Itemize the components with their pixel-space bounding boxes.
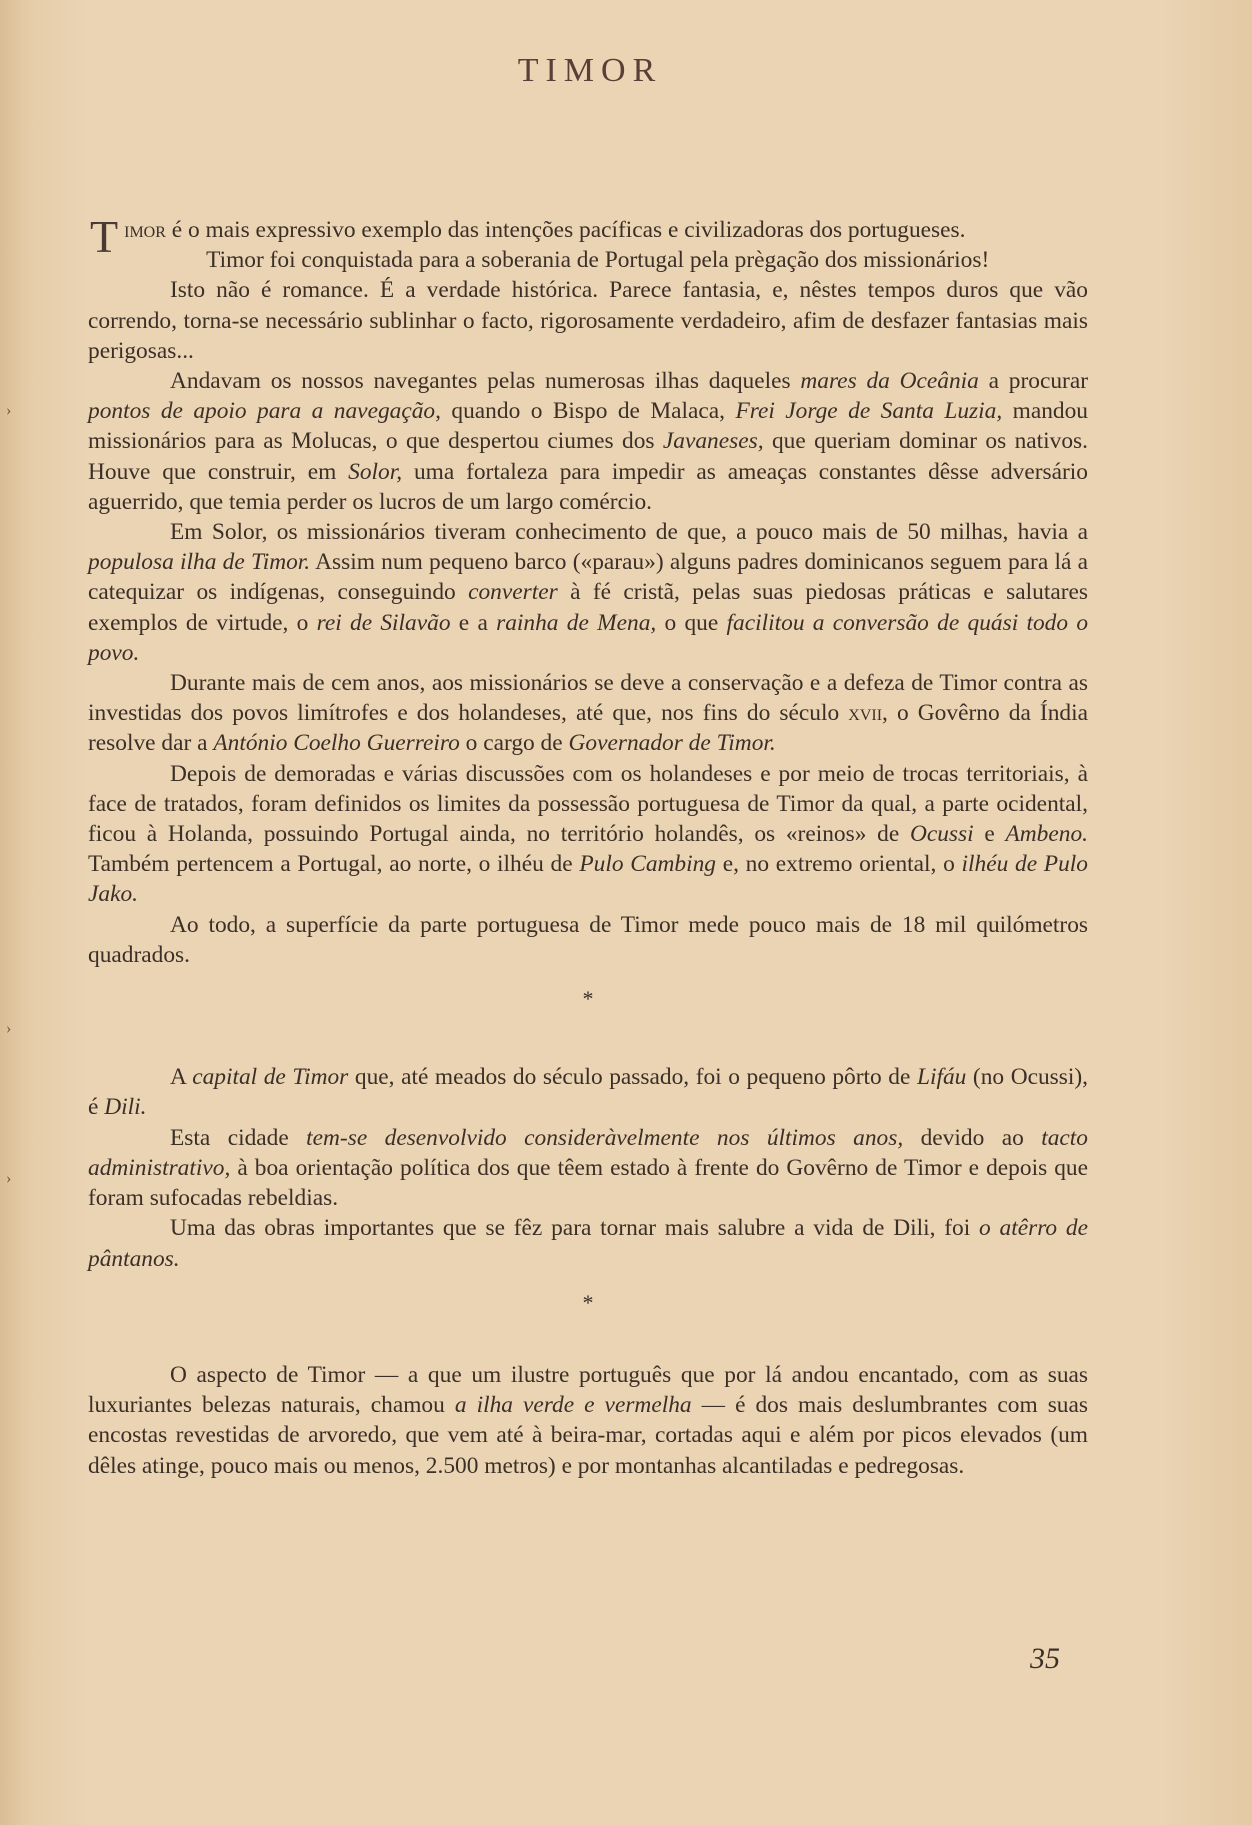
paragraph-capital: A capital de Timor que, até meados do século passado, foi o pequeno pôrto de Lifáu (no Ocussi), é Dili. bbox=[88, 1064, 1088, 1121]
page-number: 35 bbox=[1030, 1642, 1060, 1675]
section-separator: * bbox=[582, 986, 594, 1012]
paragraph-solor: Em Solor, os missionários tiveram conhecimento de que, a pouco mais de 50 milhas, havia a populosa ilha de Timor. Assim num pequeno barco («parau») alguns padres dominicanos seguem para lá a catequizar os indígenas, conseguindo converter à fé cristã, pelas suas piedosas práticas e salutares exemplos de virtude, o rei de Silavão e a rainha de Mena, o que facilitou a conversão de quási todo o povo. bbox=[88, 519, 1089, 666]
paragraph-navigators: Andavam os nossos navegantes pelas numerosas ilhas daqueles mares da Oceânia a procurar pontos de apoio para a navegação, quando o Bispo de Malaca, Frei Jorge de Santa Luzia, mandou missionários para as Molucas, o que despertou ciumes dos Javaneses, que queriam dominar os nativos. Houve que construir, em Solor, uma fortaleza para impedir as ameaças constantes dêsse adversário aguerrido, que temia perder os lucros de um largo comércio. bbox=[88, 368, 1089, 515]
paragraph-area: Ao todo, a superfície da parte portuguesa de Timor mede pouco mais de 18 mil quilómetros quadrados. bbox=[88, 911, 1088, 968]
margin-mark: › bbox=[6, 1020, 12, 1037]
margin-mark: › bbox=[6, 1170, 12, 1187]
paragraph-borders: Depois de demoradas e várias discussões com os holandeses e por meio de trocas territoriais, à face de tratados, foram definidos os limites da possessão portuguesa de Timor da qual, a parte ocidental, ficou à Holanda, possuindo Portugal ainda, no território holandês, os «reinos» de Ocussi e Ambeno. Também pertencem a Portugal, ao norte, o ilhéu de Pulo Cambing e, no extremo oriental, o ilhéu de Pulo Jako. bbox=[88, 760, 1088, 908]
section-separator: * bbox=[582, 1289, 594, 1315]
paragraph-defense: Durante mais de cem anos, aos missionários se deve a conservação e a defeza de Timor contra as investidas dos povos limítrofes e dos holandeses, até que, nos fins do século xvii, o Govêrno da Índia resolve dar a António Coelho Guerreiro o cargo de Governador de Timor. bbox=[88, 670, 1088, 757]
margin-mark: › bbox=[6, 402, 12, 419]
paragraph-aspect: O aspecto de Timor — a que um ilustre português que por lá andou encantado, com as suas luxuriantes belezas naturais, chamou a ilha verde e vermelha — é dos mais deslumbrantes com suas encostas revestidas de arvoredo, que vem até à beira-mar, cortadas aqui e além por picos elevados (um dêles atinge, pouco mais ou menos, 2.500 metros) e por montanhas alcantiladas e pedregosas. bbox=[88, 1361, 1088, 1479]
article-body bbox=[88, 211, 1089, 1481]
paragraph-city: Esta cidade tem-se desenvolvido consideràvelmente nos últimos anos, devido ao tacto administrativo, à boa orientação política dos que têem estado à frente do Govêrno de Timor e depois que foram sufocadas rebeldias. bbox=[88, 1124, 1088, 1212]
paragraph-conquest: Timor foi conquistada para a soberania de Portugal pela prègação dos missionários! bbox=[206, 247, 990, 274]
paragraph-history: Isto não é romance. É a verdade histórica. Parece fantasia, e, nêstes tempos duros que vão correndo, torna-se necessário sublinhar o facto, rigorosamente verdadeiro, afim de desfazer fantasias mais perigosas... bbox=[88, 277, 1088, 364]
drop-cap: T bbox=[90, 211, 119, 262]
page-title: TIMOR bbox=[517, 52, 663, 89]
paragraph-intro: Timor é o mais expressivo exemplo das intenções pacíficas e civilizadoras dos portugueses. bbox=[90, 211, 966, 262]
paragraph-works: Uma das obras importantes que se fêz para tornar mais salubre a vida de Dili, foi o atêrro de pântanos. bbox=[88, 1215, 1088, 1272]
